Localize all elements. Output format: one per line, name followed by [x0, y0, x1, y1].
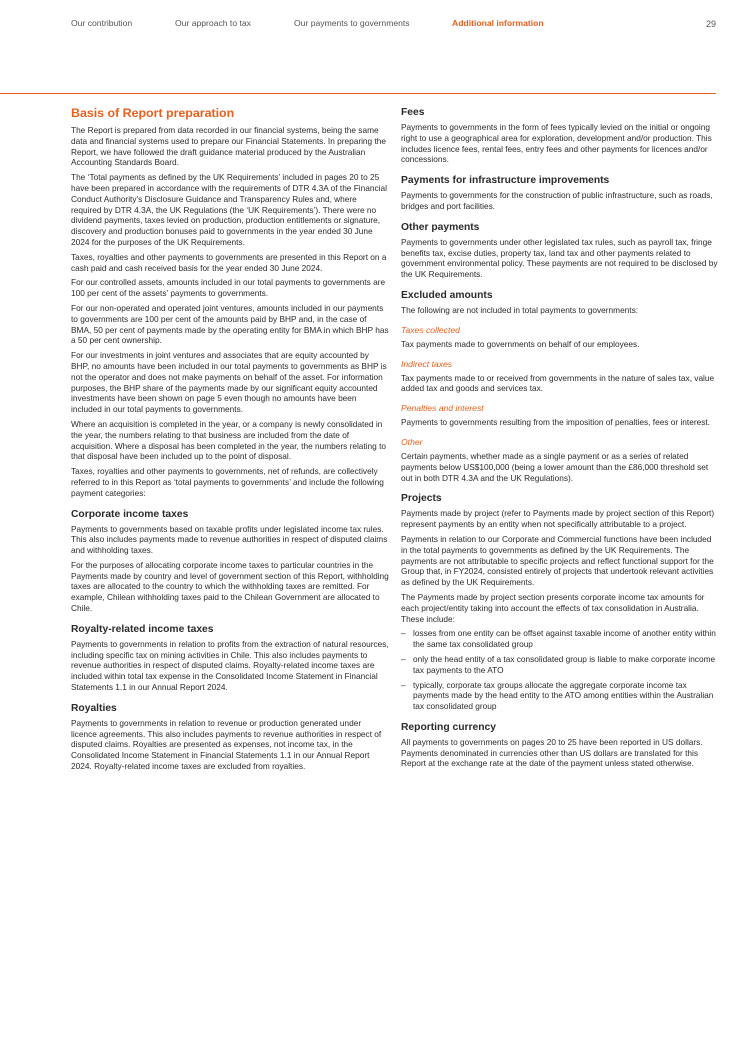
paragraph: All payments to governments on pages 20 to 25 have been reported in US dollars. Payments denominated in currencies other than US dollars are translated for this Report at the exchange rate at the date of the payment unless stated otherwise.: [401, 736, 703, 769]
paragraph: The Payments made by project section presents corporate income tax amounts for each project/entity taking into account the effects of tax consolidation in Australia. These include:: [401, 591, 705, 624]
paragraph: Taxes, royalties and other payments to governments are presented in this Report on a cash paid and cash received basis for the year ended 30 June 2024.: [71, 251, 387, 273]
top-navigation: [0, 0, 752, 95]
heading-royalties: Royalties: [71, 702, 117, 714]
paragraph: Payments to governments resulting from the imposition of penalties, fees or interest.: [401, 417, 710, 428]
heading-other-payments: Other payments: [401, 221, 480, 233]
heading-excluded-amounts: Excluded amounts: [401, 289, 493, 301]
list-item: – losses from one entity can be offset against taxable income of another entity within the same tax consolidated group: [401, 628, 719, 650]
paragraph: For our controlled assets, amounts included in our total payments to governments are 100 per cent of the assets’ payments to governments.: [71, 277, 386, 299]
subheading-other: Other: [401, 436, 423, 447]
paragraph: Payments made by project (refer to Payments made by project section of this Report) represent payments by an entity when not specifically attributable to a project.: [401, 508, 715, 530]
paragraph: Payments to governments in the form of fees typically levied on the initial or ongoing right to use a geographical area for exploration, development and/or production. This includes licence fees, rental fees, entry fees and other payments for licences and/or concessions.: [401, 122, 712, 165]
paragraph: Payments to governments in relation to profits from the extraction of natural resources, including specific tax on mining activities in Chile. This also includes payments to revenue authorities in respect of disputed claims. Royalty-related income taxes are included within total tax expense in the Consolidated Income Statement in Financial Statements 1.1 in our Annual Report 2024.: [71, 638, 389, 693]
paragraph: For the purposes of allocating corporate income taxes to particular countries in the Payments made by country and level of government section of this Report, withholding taxes are allocated to the country to which the withholding taxes are remitted. For example, Chilean withholding taxes paid to the Chilean Government are allocated to Chile.: [71, 559, 389, 614]
page-title: Basis of Report preparation: [71, 106, 235, 120]
heading-fees: Fees: [401, 107, 425, 118]
left-column: [71, 106, 389, 776]
heading-royalty-related-income-taxes: Royalty-related income taxes: [71, 623, 214, 635]
right-column: [401, 106, 719, 773]
subheading-indirect-taxes: Indirect taxes: [401, 358, 453, 369]
heading-reporting-currency: Reporting currency: [401, 721, 496, 733]
subheading-penalties-and-interest: Penalties and interest: [401, 403, 484, 414]
paragraph: The Report is prepared from data recorded in our financial systems, being the same data and financial systems used to prepare our Financial Statements. In preparing the Report, we have followed the draft guidance material produced by the Australian Accounting Standards Board.: [71, 125, 387, 168]
nav-link-our-payments-to-governments[interactable]: Our payments to governments: [294, 18, 410, 28]
paragraph: The ‘Total payments as defined by the UK Requirements’ included in pages 20 to 25 have been prepared in accordance with the requirements of DTR 4.3A of the Financial Conduct Authority’s Disclosure Guidance and Transparency Rules and, where required by DTR 4.3A, the UK Regulations (the ‘UK Requirements’). There were no dividend payments, taxes levied on production, production entitlements or signature, discovery and production bonuses paid to governments in the year ended 30 June 2024 for the purposes of the UK Requirements.: [71, 172, 387, 247]
paragraph: Tax payments made to or received from governments in the nature of sales tax, value added tax and goods and services tax.: [401, 372, 715, 394]
paragraph: Certain payments, whether made as a single payment or as a series of related payments below US$100,000 (being a lower amount than the £86,000 threshold set out in both DTR 4.3A and the UK Regulations).: [401, 450, 709, 483]
heading-infrastructure-improvements: Payments for infrastructure improvements: [401, 175, 610, 187]
heading-projects: Projects: [401, 493, 442, 505]
list-item: – typically, corporate tax groups allocate the aggregate corporate income tax payments made by the head entity to the ATO among entities within the Australian tax consolidated group: [401, 680, 719, 712]
paragraph: Payments in relation to our Corporate and Commercial functions have been included in the total payments to governments as defined by the UK Requirements. The payments are not attributable to specific projects and reflect functional support for the Group that, in FY2024, consisted entirely of projects that undertook relevant activities as defined by the UK Requirements.: [401, 533, 714, 588]
nav-link-additional-information[interactable]: Additional information: [452, 18, 544, 28]
nav-link-our-approach-to-tax[interactable]: Our approach to tax: [175, 18, 251, 28]
heading-corporate-income-taxes: Corporate income taxes: [71, 508, 189, 520]
paragraph: Tax payments made to governments on behalf of our employees.: [401, 338, 640, 349]
paragraph: Payments to governments for the construction of public infrastructure, such as roads, bridges and port facilities.: [401, 190, 713, 211]
paragraph: Taxes, royalties and other payments to governments, net of refunds, are collectively referred to in this Report as ‘total payments to governments’ and include the following payment categories:: [71, 466, 384, 498]
paragraph: For our non-operated and operated joint ventures, amounts included in our payments to governments are 100 per cent of the amounts paid by BHP and, in the case of BMA, 50 per cent of payments made by the operating entity for BMA in which BHP has a 50 per cent ownership.: [71, 302, 389, 346]
paragraph: Payments to governments in relation to revenue or production generated under licence agreements. This also includes payments to revenue authorities in respect of disputed claims. Royalties are presented as expenses, not income tax, in the Consolidated Income Statement in Financial Statements 1.1 in our Annual Report 2024. Royalty-related income taxes are excluded from royalties.: [71, 717, 382, 772]
projects-bullet-list: [401, 628, 719, 712]
header-divider: [0, 93, 716, 94]
page-number: 29: [705, 19, 716, 29]
list-item: – only the head entity of a tax consolidated group is liable to make corporate income tax payments to the ATO: [401, 654, 719, 676]
paragraph: For our investments in joint ventures and associates that are equity accounted by BHP, no amounts have been included in our total payments to governments as BHP is not the operator and does not make payments on behalf of the asset. For information purposes, the BHP share of the payments made by our significant equity accounted investments have been shown on page 5 even though no amounts have been included in our total payments to governments.: [71, 350, 387, 415]
subheading-taxes-collected: Taxes collected: [401, 324, 460, 335]
paragraph: Payments to governments under other legislated tax rules, such as payroll tax, fringe benefits tax, excise duties, property tax, land tax and other payments related to government environmental policy. These payments are not required to be disclosed by the UK Requirements.: [401, 236, 718, 280]
paragraph: Payments to governments based on taxable profits under legislated income tax rules. This also includes payments made to revenue authorities in respect of disputed claims and withholding taxes.: [71, 523, 388, 556]
nav-link-our-contribution[interactable]: Our contribution: [71, 18, 133, 28]
paragraph: The following are not included in total payments to governments:: [401, 304, 639, 315]
paragraph: Where an acquisition is completed in the year, or a company is newly consolidated in the year, the numbers relating to that business are included from the date of acquisition. Where a disposal has been completed in the year, the numbers relating to that disposal have been included up to the point of disposal.: [71, 418, 387, 462]
